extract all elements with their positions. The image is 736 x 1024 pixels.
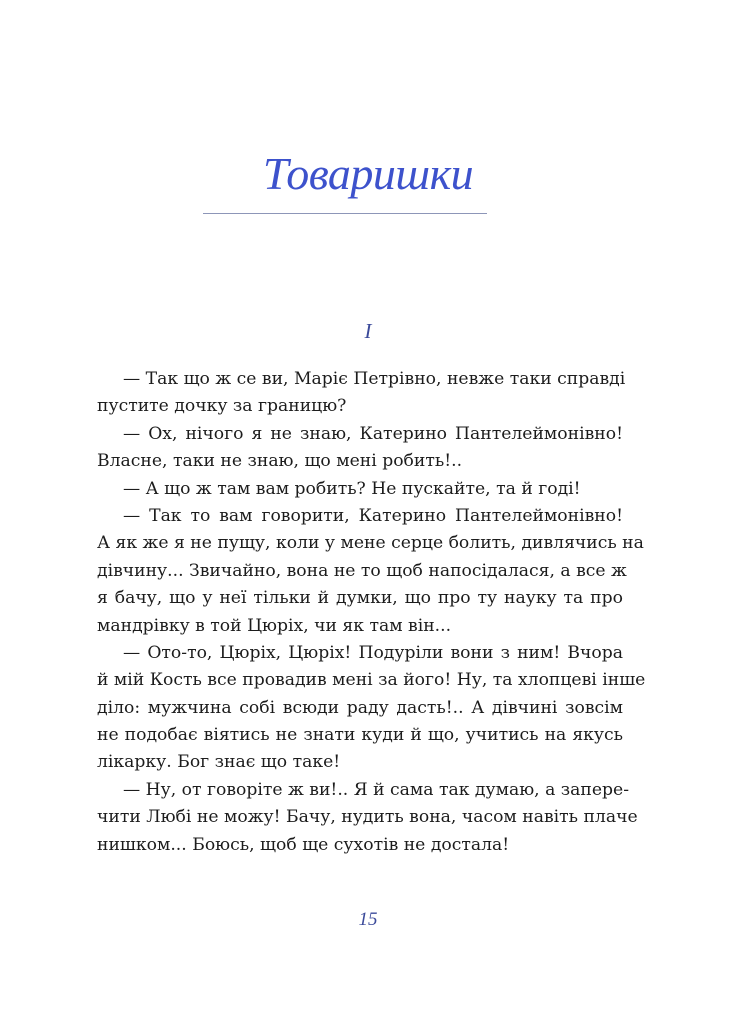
text-line: — Так то вам говорити, Катерино Пантелеймонівно! [123, 505, 623, 526]
text-line: Власне, таки не знаю, що мені робить!.. [97, 451, 463, 472]
text-line: дівчину... Звичайно, вона не то щоб напосідалася, а все ж [97, 560, 627, 581]
text-line: не подобає віятись не знати куди й що, учитись на якусь [97, 725, 623, 746]
section-number: I [364, 319, 372, 343]
chapter-title: Товаришки [262, 148, 474, 199]
text-line: чити Любі не можу! Бачу, нудить вона, часом навіть плаче [97, 807, 638, 828]
text-line: — А що ж там вам робить? Не пускайте, та й годі! [123, 478, 581, 499]
text-line: А як же я не пущу, коли у мене серце болить, дивлячись на [97, 533, 644, 554]
title-underline-rule [203, 213, 487, 214]
body-text [97, 366, 646, 859]
text-line: я бачу, що у неї тільки й думки, що про ту науку та про [97, 588, 623, 609]
text-line: — Ото-то, Цюріх, Цюріх! Подуріли вони з ним! Вчора [123, 642, 623, 663]
text-line: — Ну, от говоріте ж ви!.. Я й сама так думаю, а запере- [123, 779, 630, 800]
text-line: пустите дочку за границю? [97, 396, 347, 417]
text-line: й мій Кость все провадив мені за його! Ну, та хлопцеві інше [97, 670, 646, 691]
text-line: лікарку. Бог знає що таке! [97, 752, 341, 773]
text-line: нишком... Боюсь, щоб ще сухотів не достала! [97, 834, 510, 855]
text-line: — Ох, нічого я не знаю, Катерино Пантелеймонівно! [123, 423, 623, 444]
text-line: — Так що ж се ви, Маріє Петрівно, невже таки справді [123, 369, 626, 389]
text-line: діло: мужчина собі всюди раду дасть!.. А дівчині зовсім [97, 697, 623, 718]
text-line: мандрівку в той Цюріх, чи як там він... [97, 615, 452, 636]
page-number: 15 [358, 909, 378, 930]
